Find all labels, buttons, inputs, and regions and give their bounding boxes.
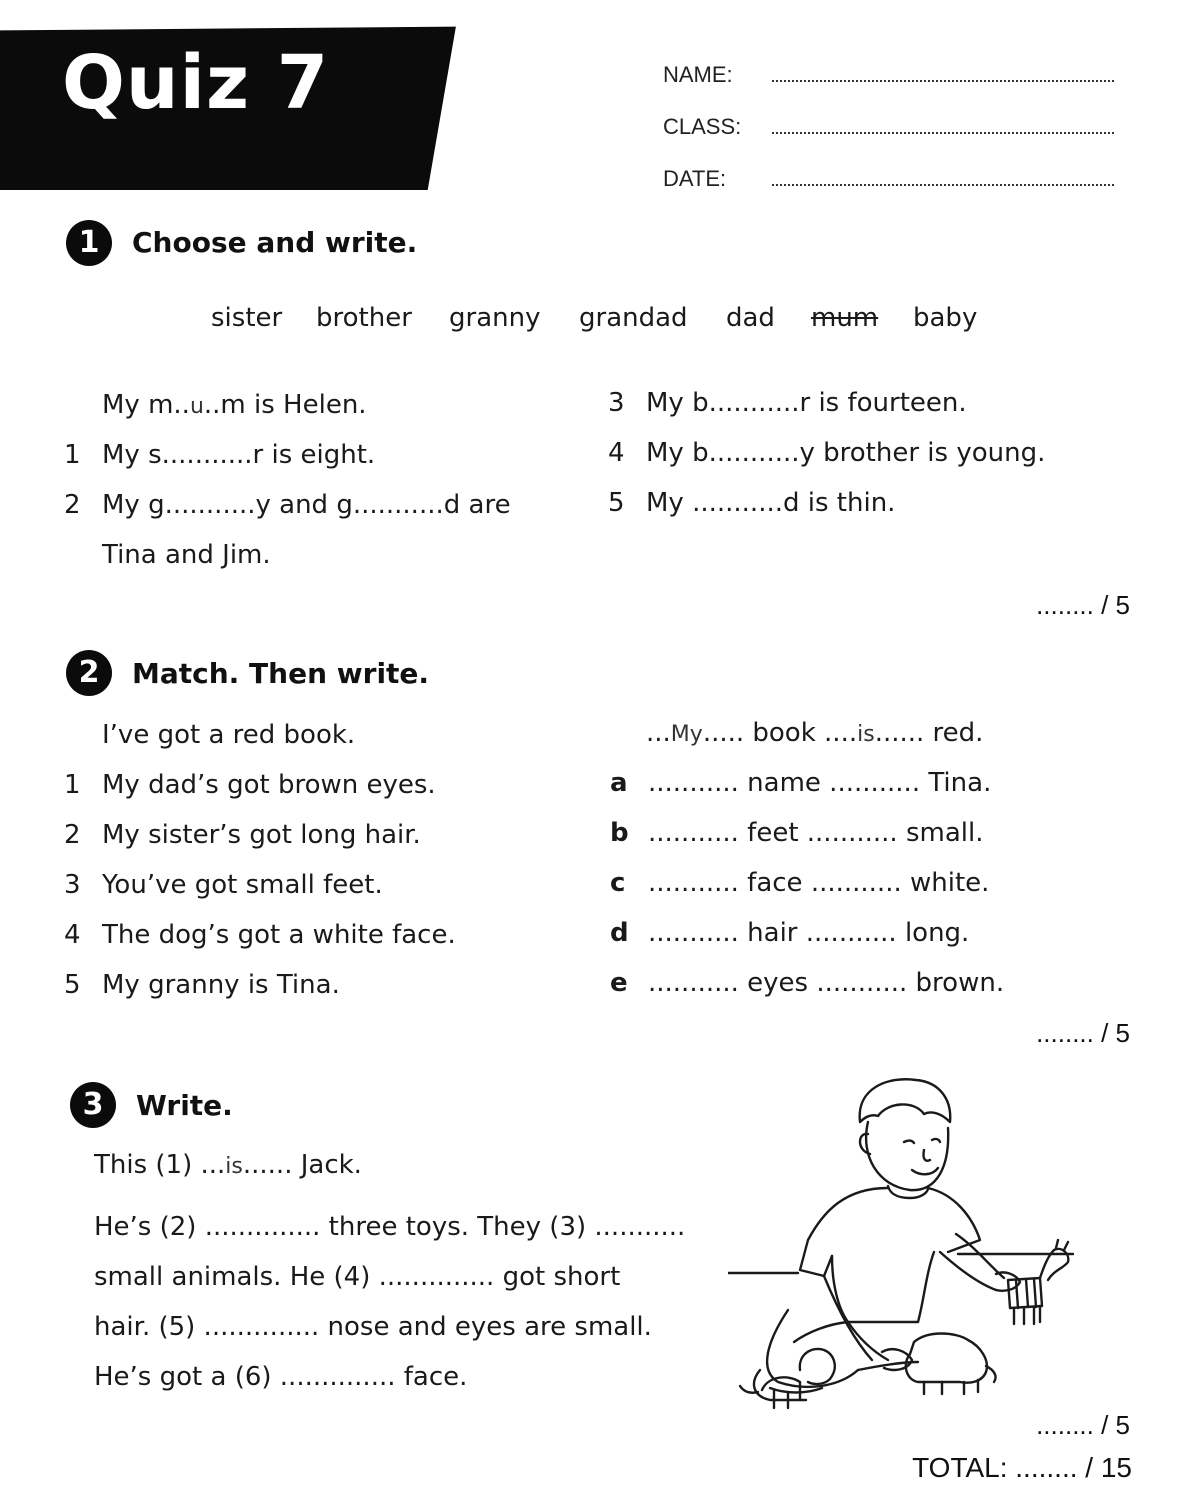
- item-letter: e: [610, 968, 628, 998]
- date-label: DATE:: [663, 166, 727, 191]
- item-letter: d: [610, 918, 629, 948]
- item-letter: a: [610, 768, 628, 798]
- section-1-example: My m..u..m is Helen.: [102, 390, 367, 420]
- item-number: 1: [64, 440, 81, 470]
- section-3-title: Write.: [136, 1089, 233, 1122]
- section-2-example-left: I’ve got a red book.: [102, 720, 356, 750]
- handwritten-answer: is: [225, 1154, 243, 1179]
- match-sentence: You’ve got small feet.: [102, 870, 383, 900]
- word-bank-sister: sister: [211, 303, 283, 333]
- item-number: 2: [64, 490, 81, 520]
- match-sentence: My granny is Tina.: [102, 970, 340, 1000]
- section-2-number: 2: [66, 650, 112, 696]
- section-2-score: ........ / 5: [1036, 1018, 1130, 1048]
- fill-in-item[interactable]: ........... feet ........... small.: [648, 818, 984, 848]
- item-number: 3: [64, 870, 81, 900]
- paragraph-line[interactable]: hair. (5) .............. nose and eyes are small.: [94, 1312, 652, 1342]
- section-2-title: Match. Then write.: [132, 657, 430, 690]
- fill-in-item[interactable]: My ...........d is thin.: [646, 488, 896, 518]
- fill-in-item[interactable]: My s...........r is eight.: [102, 440, 376, 470]
- match-sentence: The dog’s got a white face.: [102, 920, 456, 950]
- section-1-score: ........ / 5: [1036, 590, 1130, 620]
- item-number: 5: [608, 488, 625, 518]
- item-letter: c: [610, 868, 626, 898]
- fill-in-item[interactable]: My g...........y and g...........d are: [102, 490, 511, 520]
- fill-in-item[interactable]: My b...........r is fourteen.: [646, 388, 967, 418]
- name-label: NAME:: [663, 62, 733, 87]
- word-bank-dad: dad: [726, 303, 775, 333]
- boy-with-toy-animals-illustration: [728, 1070, 1080, 1415]
- item-number: 5: [64, 970, 81, 1000]
- word-bank-granny: granny: [449, 303, 541, 333]
- word-bank-grandad: grandad: [579, 303, 688, 333]
- section-1-title: Choose and write.: [132, 226, 418, 259]
- word-bank-brother: brother: [316, 303, 412, 333]
- fill-in-item[interactable]: ........... face ........... white.: [648, 868, 990, 898]
- section-3-example: This (1) ...is...... Jack.: [94, 1150, 362, 1180]
- item-number: 2: [64, 820, 81, 850]
- handwritten-answer: My: [670, 722, 703, 747]
- paragraph-line[interactable]: He’s got a (6) .............. face.: [94, 1362, 468, 1392]
- section-3-number: 3: [70, 1082, 116, 1128]
- paragraph-line[interactable]: He’s (2) .............. three toys. They (3) ...........: [94, 1212, 686, 1242]
- class-field[interactable]: [772, 132, 1114, 134]
- date-field[interactable]: [772, 184, 1114, 186]
- item-letter: b: [610, 818, 629, 848]
- section-1-number: 1: [66, 220, 112, 266]
- match-sentence: My dad’s got brown eyes.: [102, 770, 436, 800]
- section-3-score: ........ / 5: [1036, 1410, 1130, 1440]
- item-number: 4: [608, 438, 625, 468]
- paragraph-line[interactable]: small animals. He (4) .............. got short: [94, 1262, 621, 1292]
- item-number: 3: [608, 388, 625, 418]
- fill-in-item[interactable]: ........... name ........... Tina.: [648, 768, 992, 798]
- item-number: 1: [64, 770, 81, 800]
- fill-in-item[interactable]: ........... eyes ........... brown.: [648, 968, 1005, 998]
- class-label: CLASS:: [663, 114, 742, 139]
- fill-in-item-continued: Tina and Jim.: [102, 540, 271, 570]
- section-2-example-right: ...My..... book ....is...... red.: [646, 718, 984, 748]
- word-bank-baby: baby: [913, 303, 978, 333]
- total-score: TOTAL: ........ / 15: [912, 1452, 1132, 1483]
- fill-in-item[interactable]: ........... hair ........... long.: [648, 918, 970, 948]
- handwritten-answer: is: [857, 722, 875, 747]
- match-sentence: My sister’s got long hair.: [102, 820, 421, 850]
- quiz-title: Quiz 7: [62, 40, 330, 126]
- handwritten-answer: u: [189, 394, 204, 419]
- name-field[interactable]: [772, 80, 1114, 82]
- word-bank-mum-crossed: mum: [811, 303, 879, 333]
- fill-in-item[interactable]: My b...........y brother is young.: [646, 438, 1046, 468]
- item-number: 4: [64, 920, 81, 950]
